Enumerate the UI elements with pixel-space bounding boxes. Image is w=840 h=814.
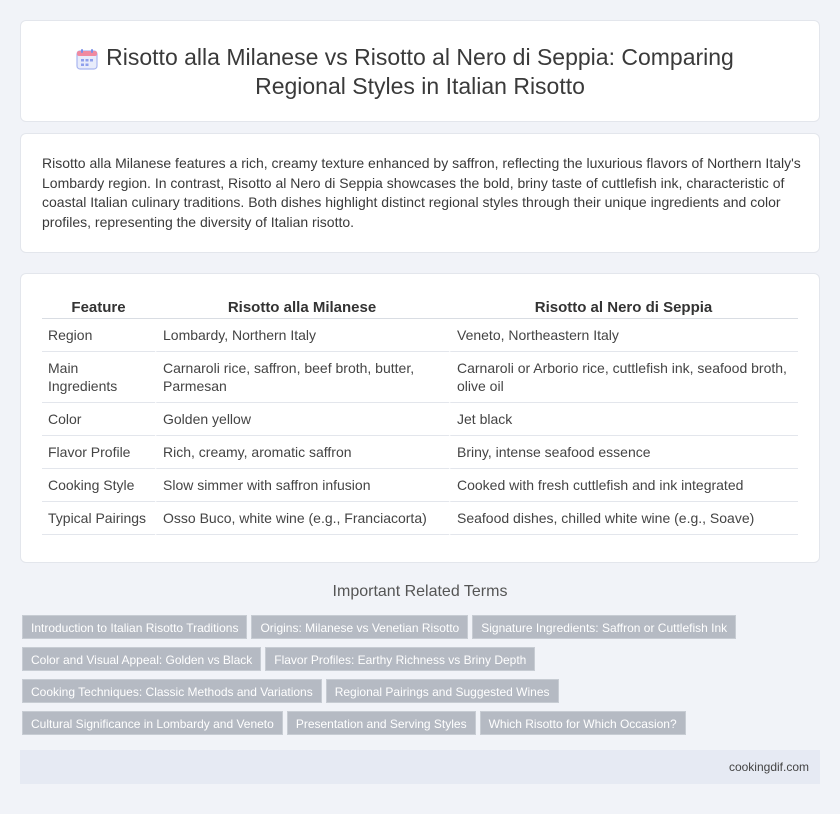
cell-feature: Main Ingredients xyxy=(42,352,155,403)
table-row xyxy=(42,403,798,436)
footer-site-link[interactable]: cookingdif.com xyxy=(728,760,809,774)
related-term-tag[interactable]: Regional Pairings and Suggested Wines xyxy=(326,679,559,703)
cell-nero: Jet black xyxy=(449,403,798,436)
intro-paragraph: Risotto alla Milanese features a rich, creamy texture enhanced by saffron, reflecting the luxurious flavors of Northern Italy's Lombardy region. In contrast, Risotto al Nero di Seppia showcases the bold, briny taste of cuttlefish ink, characteristic of coastal Italian culinary traditions. Both dishes highlight distinct regional styles through their unique ingredients and color profiles, representing the diversity of Italian risotto. xyxy=(42,155,801,230)
cell-nero: Seafood dishes, chilled white wine (e.g., Soave) xyxy=(449,502,798,535)
table-row xyxy=(42,469,798,502)
related-term-tag[interactable]: Introduction to Italian Risotto Traditions xyxy=(22,615,247,639)
table-header-row xyxy=(42,296,798,319)
table-row xyxy=(42,502,798,535)
cell-milanese: Carnaroli rice, saffron, beef broth, butter, Parmesan xyxy=(155,352,449,403)
comparison-table-card xyxy=(20,273,820,563)
table-row xyxy=(42,436,798,469)
cell-milanese: Slow simmer with saffron infusion xyxy=(155,469,449,502)
related-term-tag[interactable]: Cultural Significance in Lombardy and Veneto xyxy=(22,711,283,735)
header-milanese: Risotto alla Milanese xyxy=(155,296,449,319)
header-card xyxy=(20,20,820,122)
related-term-tag[interactable]: Origins: Milanese vs Venetian Risotto xyxy=(251,615,468,639)
cell-milanese: Rich, creamy, aromatic saffron xyxy=(155,436,449,469)
page-title: Risotto alla Milanese vs Risotto al Nero di Seppia: Comparing Regional Styles in Italian Risotto xyxy=(106,44,734,99)
related-term-tag[interactable]: Which Risotto for Which Occasion? xyxy=(480,711,686,735)
related-term-tag[interactable]: Signature Ingredients: Saffron or Cuttlefish Ink xyxy=(472,615,736,639)
cell-feature: Color xyxy=(42,403,155,436)
related-term-tag[interactable]: Flavor Profiles: Earthy Richness vs Briny Depth xyxy=(265,647,535,671)
cell-milanese: Osso Buco, white wine (e.g., Franciacorta) xyxy=(155,502,449,535)
comparison-table xyxy=(42,296,798,535)
cell-nero: Briny, intense seafood essence xyxy=(449,436,798,469)
cell-nero: Cooked with fresh cuttlefish and ink integrated xyxy=(449,469,798,502)
cell-feature: Region xyxy=(42,319,155,352)
cell-feature: Typical Pairings xyxy=(42,502,155,535)
related-terms-heading: Important Related Terms xyxy=(332,583,508,600)
intro-card xyxy=(20,133,820,253)
footer-bar xyxy=(20,750,820,784)
table-row xyxy=(42,319,798,352)
cell-feature: Flavor Profile xyxy=(42,436,155,469)
related-terms-list xyxy=(22,615,822,743)
related-term-tag[interactable]: Presentation and Serving Styles xyxy=(287,711,476,735)
cell-milanese: Golden yellow xyxy=(155,403,449,436)
related-term-tag[interactable]: Cooking Techniques: Classic Methods and Variations xyxy=(22,679,322,703)
header-nero: Risotto al Nero di Seppia xyxy=(449,296,798,319)
cell-nero: Carnaroli or Arborio rice, cuttlefish ink, seafood broth, olive oil xyxy=(449,352,798,403)
cell-nero: Veneto, Northeastern Italy xyxy=(449,319,798,352)
table-row xyxy=(42,352,798,403)
cell-feature: Cooking Style xyxy=(42,469,155,502)
cell-milanese: Lombardy, Northern Italy xyxy=(155,319,449,352)
related-term-tag[interactable]: Color and Visual Appeal: Golden vs Black xyxy=(22,647,261,671)
header-feature: Feature xyxy=(42,296,155,319)
